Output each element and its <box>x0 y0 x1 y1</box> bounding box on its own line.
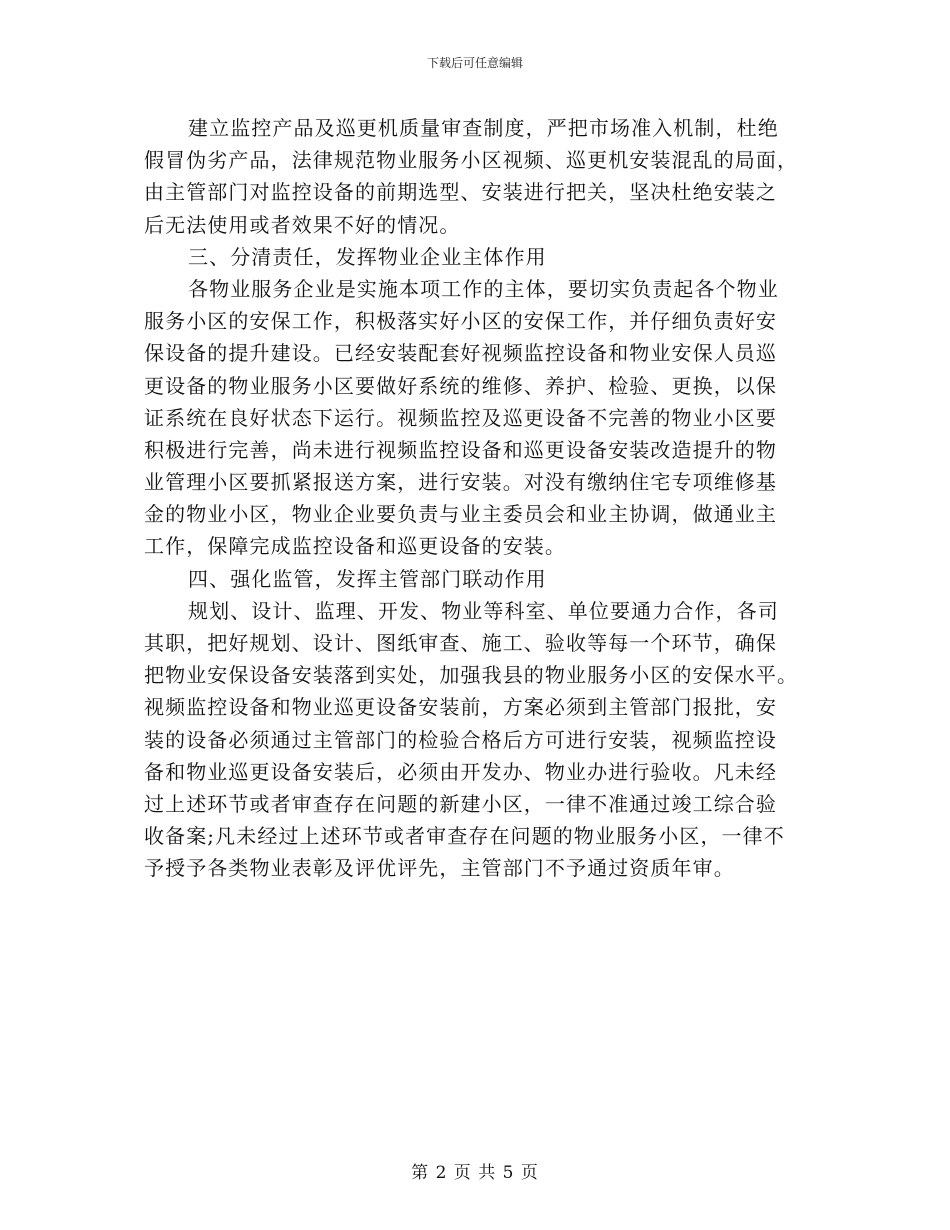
section-heading: 三、分清责任，发挥物业企业主体作用 <box>188 244 547 269</box>
text-line: 规划、设计、监理、开发、物业等科室、单位要通力合作，各司 <box>188 598 779 623</box>
section-heading: 四、强化监管，发挥主管部门联动作用 <box>188 566 547 591</box>
text-line: 金的物业小区，物业企业要负责与业主委员会和业主协调，做通业主 <box>144 502 777 527</box>
text-line: 装的设备必须通过主管部门的检验合格后方可进行安装，视频监控设 <box>144 727 777 752</box>
text-line: 保设备的提升建设。已经安装配套好视频监控设备和物业安保人员巡 <box>144 341 777 366</box>
text-line: 假冒伪劣产品，法律规范物业服务小区视频、巡更机安装混乱的局面， <box>144 148 799 173</box>
text-line: 把物业安保设备安装落到实处，加强我县的物业服务小区的安保水平。 <box>144 663 799 688</box>
text-line: 业管理小区要抓紧报送方案，进行安装。对没有缴纳住宅专项维修基 <box>144 470 777 495</box>
text-line: 其职，把好规划、设计、图纸审查、施工、验收等每一个环节，确保 <box>144 631 777 655</box>
page-header: 下载后可任意编辑 <box>426 56 523 70</box>
text-line: 由主管部门对监控设备的前期选型、安装进行把关，坚决杜绝安装之 <box>144 180 777 205</box>
text-line: 服务小区的安保工作，积极落实好小区的安保工作，并仔细负责好安 <box>144 309 777 334</box>
text-line: 工作，保障完成监控设备和巡更设备的安装。 <box>144 534 566 559</box>
body-text <box>144 112 808 885</box>
text-line: 备和物业巡更设备安装后，必须由开发办、物业办进行验收。凡未经 <box>144 759 777 784</box>
text-line: 各物业服务企业是实施本项工作的主体，要切实负责起各个物业 <box>188 276 779 301</box>
text-line: 建立监控产品及巡更机质量审查制度，严把市场准入机制，杜绝 <box>188 116 779 140</box>
text-line: 更设备的物业服务小区要做好系统的维修、养护、检验、更换，以保 <box>144 373 777 398</box>
page-number-footer: 第 2 页 共 5 页 <box>411 1163 539 1183</box>
text-line: 过上述环节或者审查存在问题的新建小区，一律不准通过竣工综合验 <box>144 791 777 816</box>
text-line: 后无法使用或者效果不好的情况。 <box>144 212 461 237</box>
text-line: 视频监控设备和物业巡更设备安装前，方案必须到主管部门报批，安 <box>144 695 777 720</box>
text-line: 证系统在良好状态下运行。视频监控及巡更设备不完善的物业小区要 <box>144 405 777 430</box>
text-line: 收备案;凡未经过上述环节或者审查存在问题的物业服务小区，一律不 <box>144 824 785 849</box>
text-line: 积极进行完善，尚未进行视频监控设备和巡更设备安装改造提升的物 <box>144 437 777 462</box>
text-line: 予授予各类物业表彰及评优评先，主管部门不予通过资质年审。 <box>144 856 735 881</box>
